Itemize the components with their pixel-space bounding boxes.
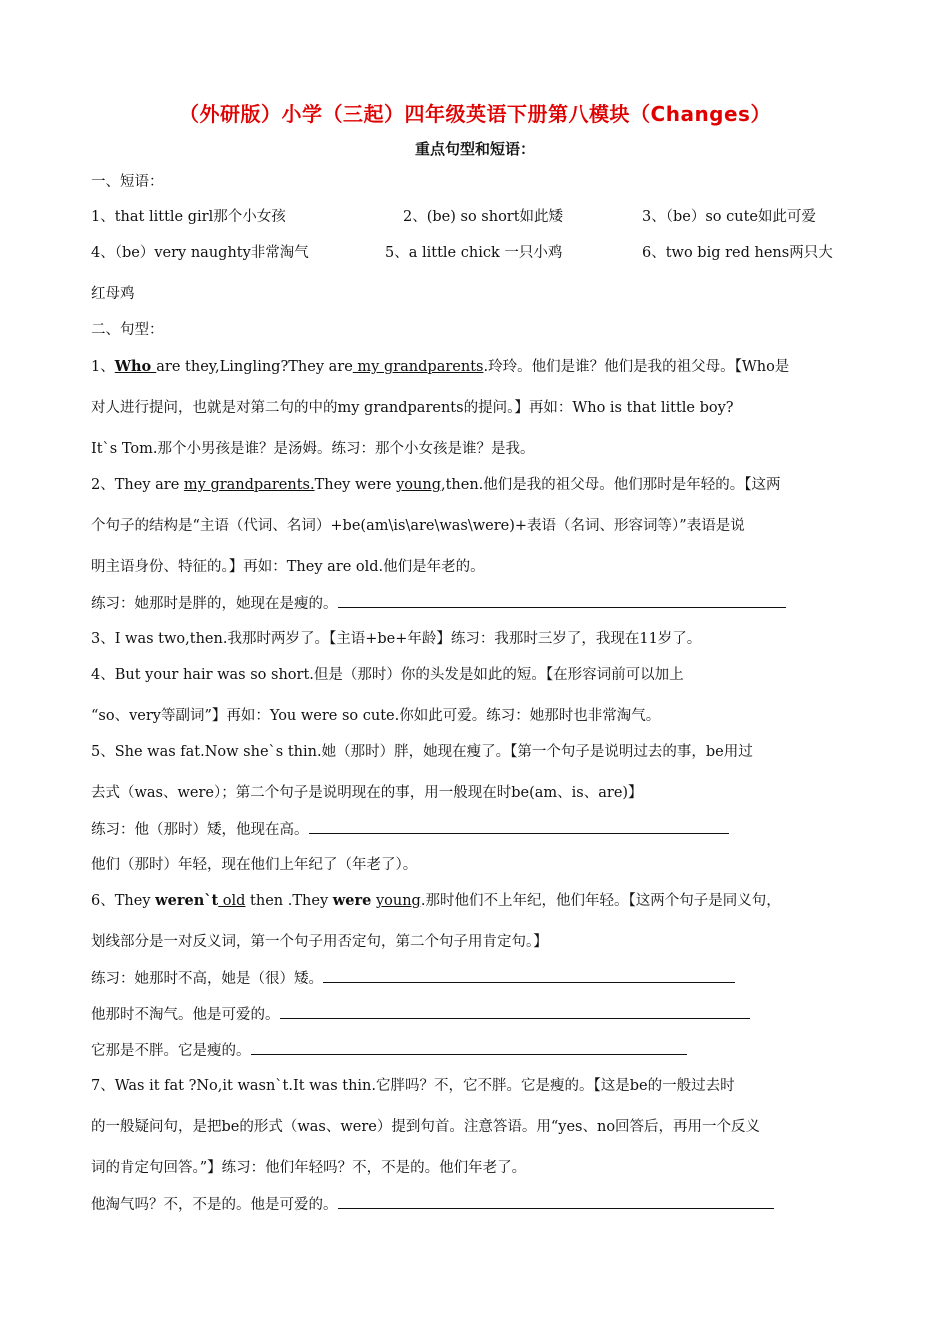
- document-title: （外研版）小学（三起）四年级英语下册第八模块（Changes）: [179, 102, 771, 126]
- phrase-6-continued: 红母鸡: [91, 286, 135, 302]
- answer-blank[interactable]: [338, 1194, 774, 1209]
- section-heading-phrases: 一、短语：: [91, 174, 164, 190]
- answer-blank[interactable]: [323, 968, 735, 983]
- sentence-7-line-3: 词的肯定句回答。”】练习：他们年轻吗？不，不是的。他们年老了。: [91, 1160, 527, 1176]
- exercise-6-3: 它那是不胖。它是瘦的。: [91, 1040, 687, 1061]
- underlined-grandparents: my grandparents: [352, 359, 484, 375]
- phrase-1: 1、that little girl那个小女孩: [91, 209, 286, 225]
- exercise-6-1: 练习：她那时不高，她是（很）矮。: [91, 968, 735, 989]
- exercise-5-1: 练习：他（那时）矮，他现在高。: [91, 819, 729, 840]
- answer-blank[interactable]: [309, 819, 729, 834]
- phrase-3: 3、（be）so cute如此可爱: [642, 209, 816, 225]
- sentence-4-line-2: “so、very等副词”】再如：You were so cute.你如此可爱。练习：她那时也非常淘气。: [91, 708, 661, 724]
- sentence-1-line-2: 对人进行提问，也就是对第二句的中的my grandparents的提问。】再如：Who is that little boy?: [91, 400, 734, 416]
- phrase-4: 4、（be）very naughty非常淘气: [91, 245, 309, 261]
- bold-were: were: [332, 892, 372, 909]
- section-heading-sentences: 二、句型：: [91, 322, 164, 338]
- sentence-5-line-1: 5、She was fat.Now she`s thin.她（那时）胖，她现在瘦了。【第一个句子是说明过去的事，be用过: [91, 744, 753, 760]
- underlined-who: Who: [114, 358, 157, 375]
- underlined-old: old: [218, 893, 246, 909]
- exercise-5-2: 他们（那时）年轻，现在他们上年纪了（年老了）。: [91, 857, 418, 873]
- sentence-1-line-3: It`s Tom.那个小男孩是谁？是汤姆。练习：那个小女孩是谁？是我。: [91, 441, 535, 457]
- sentence-7-line-2: 的一般疑问句，是把be的形式（was、were）提到句首。注意答语。用“yes、no回答后，再用一个反义: [91, 1119, 761, 1135]
- sentence-5-line-2: 去式（was、were）；第二个句子是说明现在的事，用一般现在时be(am、is、are)】: [91, 785, 643, 801]
- sentence-7-line-1: 7、Was it fat ?No,it wasn`t.It was thin.它胖吗？不，它不胖。它是瘦的。【这是be的一般过去时: [91, 1078, 735, 1094]
- exercise-2: 练习：她那时是胖的，她现在是瘦的。: [91, 593, 786, 614]
- phrase-6: 6、two big red hens两只大: [642, 245, 833, 261]
- sentence-4-line-1: 4、But your hair was so short.但是（那时）你的头发是如此的短。【在形容词前可以加上: [91, 667, 684, 683]
- bold-werent: weren`t: [155, 892, 219, 909]
- underlined-grandparents: my grandparents.: [183, 477, 315, 493]
- underlined-young: young: [375, 893, 421, 909]
- answer-blank[interactable]: [280, 1004, 750, 1019]
- phrase-5: 5、a little chick 一只小鸡: [385, 245, 563, 261]
- answer-blank[interactable]: [251, 1040, 687, 1055]
- sentence-6-line-2: 划线部分是一对反义词，第一个句子用否定句，第二个句子用肯定句。】: [91, 934, 548, 950]
- exercise-7: 他淘气吗？不，不是的。他是可爱的。: [91, 1194, 774, 1215]
- sentence-1-line-1: 1、Who are they,Lingling?They are my grandparents.玲玲。他们是谁？他们是我的祖父母。【Who是: [91, 358, 790, 375]
- sentence-2-line-2: 个句子的结构是“主语（代词、名词）+be(am\is\are\was\were)+表语（名词、形容词等）”表语是说: [91, 518, 745, 534]
- sentence-3: 3、I was two,then.我那时两岁了。【主语+be+年龄】练习：我那时三岁了，我现在11岁了。: [91, 631, 702, 647]
- answer-blank[interactable]: [338, 593, 786, 608]
- exercise-6-2: 他那时不淘气。他是可爱的。: [91, 1004, 750, 1025]
- phrase-2: 2、(be) so short如此矮: [403, 209, 564, 225]
- underlined-young: young: [396, 477, 441, 493]
- sentence-2-line-1: 2、They are my grandparents.They were young,then.他们是我的祖父母。他们那时是年轻的。【这两: [91, 477, 781, 493]
- sentence-2-line-3: 明主语身份、特征的。】再如：They are old.他们是年老的。: [91, 559, 485, 575]
- sentence-6-line-1: 6、They weren`t old then .They were young.那时他们不上年纪，他们年轻。【这两个句子是同义句，: [91, 892, 781, 909]
- document-subtitle: 重点句型和短语：: [414, 140, 535, 158]
